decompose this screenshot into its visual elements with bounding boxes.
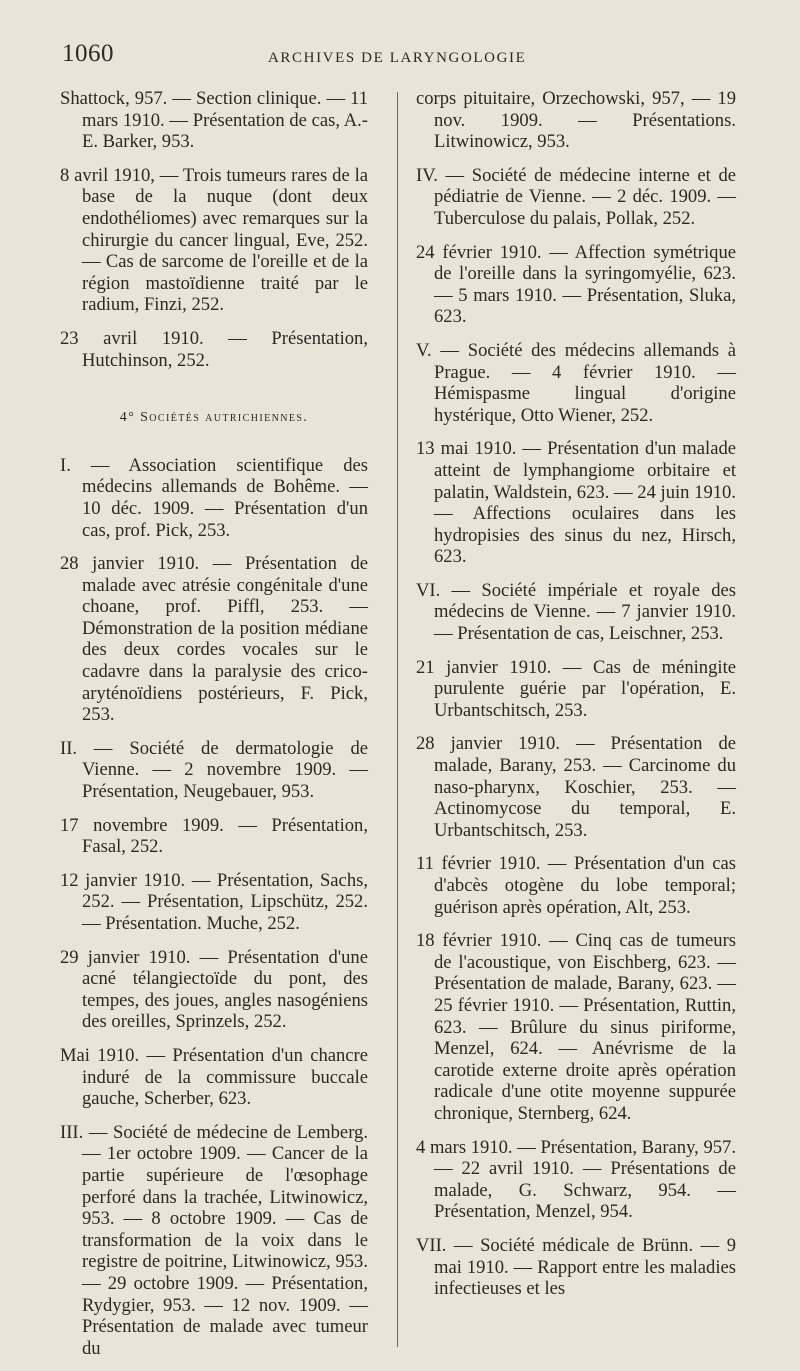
- entry-28-janvier-1910: 28 janvier 1910. — Présentation de malade avec atrésie congénitale d'une choane, prof. Piffl, 253. — Démonstration de la position médiane des deux cordes vocales sur le cadavre dans la paralysie des crico-aryténoïdiens postérieurs, F. Pick, 253.: [60, 553, 368, 726]
- entry-mai-1910: Mai 1910. — Présentation d'un chancre induré de la commissure buccale gauche, Scherber, 623.: [60, 1044, 368, 1110]
- entry-28-janvier-1910-barany: 28 janvier 1910. — Présentation de malade, Barany, 253. — Carcinome du naso-pharynx, Koschier, 253. — Actinomycose du temporal, E. Urbantschitsch, 253.: [416, 733, 736, 841]
- entry-23-avril-1910: 23 avril 1910. — Présentation, Hutchinson, 252.: [60, 327, 368, 371]
- entry-4-mars-1910: 4 mars 1910. — Présentation, Barany, 957. — 22 avril 1910. — Présentations de malade, G. Schwarz, 954. — Présentation, Menzel, 954.: [416, 1136, 736, 1223]
- left-column: [60, 88, 368, 1371]
- entry-13-mai-1910: 13 mai 1910. — Présentation d'un malade atteint de lymphangiome orbitaire et palatin, Waldstein, 623. — 24 juin 1910. — Affections oculaires dans les hydropisies des sinus du nez, Hirsch, 623.: [416, 438, 736, 568]
- entry-societe-medicale-brunn: VII. — Société médicale de Brünn. — 9 mai 1910. — Rapport entre les maladies infectieuses et les: [416, 1234, 736, 1300]
- entry-17-novembre-1909: 17 novembre 1909. — Présentation, Fasal, 252.: [60, 814, 368, 858]
- entry-8-avril-1910: 8 avril 1910, — Trois tumeurs rares de la base de la nuque (dont deux endothéliomes) avec remarques sur la chirurgie du cancer lingual, Eve, 252. — Cas de sarcome de l'oreille et de la région mastoïdienne traité par le radium, Finzi, 252.: [60, 164, 368, 316]
- column-divider: [397, 92, 398, 1347]
- entry-corps-pituitaire: corps pituitaire, Orzechowski, 957, — 19 nov. 1909. — Présentations. Litwinowicz, 953.: [416, 88, 736, 153]
- entry-12-janvier-1910: 12 janvier 1910. — Présentation, Sachs, 252. — Présentation, Lipschütz, 252. — Présentation. Muche, 252.: [60, 869, 368, 934]
- entry-association-boheme: I. — Association scientifique des médecins allemands de Bohême. — 10 déc. 1909. — Présentation d'un cas, prof. Pick, 253.: [60, 454, 368, 541]
- page-number: 1060: [62, 40, 114, 67]
- entry-dermatologie-vienne: II. — Société de dermatologie de Vienne. — 2 novembre 1909. — Présentation, Neugebauer, 953.: [60, 737, 368, 803]
- entry-11-fevrier-1910: 11 février 1910. — Présentation d'un cas d'abcès otogène du lobe temporal; guérison après opération, Alt, 253.: [416, 853, 736, 918]
- entry-societe-imperiale-vienne: VI. — Société impériale et royale des médecins de Vienne. — 7 janvier 1910. — Présentation de cas, Leischner, 253.: [416, 579, 736, 645]
- running-head: ARCHIVES DE LARYNGOLOGIE: [268, 50, 527, 66]
- right-column: [416, 88, 736, 1312]
- entry-medecins-allemands-prague: V. — Société des médecins allemands à Prague. — 4 février 1910. — Hémispasme lingual d'origine hystérique, Otto Wiener, 252.: [416, 339, 736, 426]
- entry-21-janvier-1910: 21 janvier 1910. — Cas de méningite purulente guérie par l'opération, E. Urbantschitsch, 253.: [416, 656, 736, 721]
- entry-29-janvier-1910: 29 janvier 1910. — Présentation d'une acné télangiectoïde du pont, des tempes, des joues, angles nasogéniens des oreilles, Sprinzels, 252.: [60, 946, 368, 1033]
- entry-lemberg: III. — Société de médecine de Lemberg. — 1er octobre 1909. — Cancer de la partie supérieure de l'œsophage perforé dans la trachée, Litwinowicz, 953. — 8 octobre 1909. — Cas de transformation de la voix dans le registre de poitrine, Litwinowicz, 953. — 29 octobre 1909. — Présentation, Rydygier, 953. — 12 nov. 1909. — Présentation de malade avec tumeur du: [60, 1121, 368, 1359]
- entry-18-fevrier-1910: 18 février 1910. — Cinq cas de tumeurs de l'acoustique, von Eischberg, 623. — Présentation de malade, Barany, 623. — 25 février 1910. — Présentation, Ruttin, 623. — Brûlure du sinus piriforme, Menzel, 624. — Anévrisme de la carotide externe droite après opération radicale d'une otite moyenne suppurée chronique, Sternberg, 624.: [416, 930, 736, 1124]
- section-heading-societes-autrichiennes: 4° Sociétés autrichiennes.: [119, 410, 309, 426]
- entry-medecine-interne-vienne: IV. — Société de médecine interne et de pédiatrie de Vienne. — 2 déc. 1909. — Tuberculose du palais, Pollak, 252.: [416, 164, 736, 229]
- entry-24-fevrier-1910: 24 février 1910. — Affection symétrique de l'oreille dans la syringomyélie, 623. — 5 mars 1910. — Présentation, Sluka, 623.: [416, 241, 736, 328]
- entry-shattock: Shattock, 957. — Section clinique. — 11 mars 1910. — Présentation de cas, A.-E. Barker, 953.: [60, 88, 368, 153]
